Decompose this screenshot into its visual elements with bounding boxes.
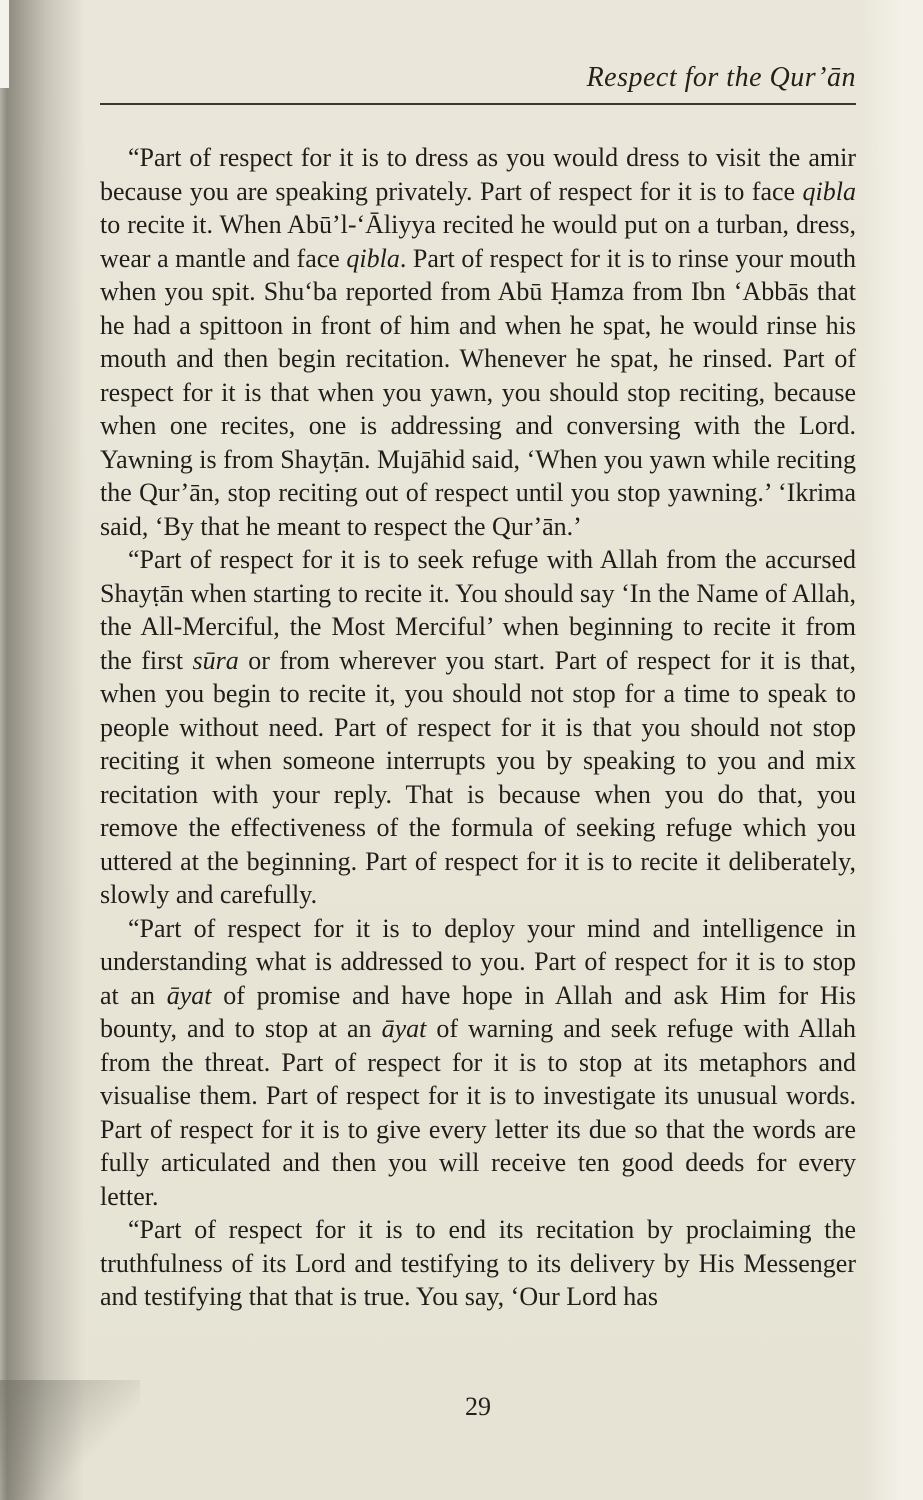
italic-term: qibla bbox=[802, 176, 856, 206]
running-header bbox=[100, 0, 856, 105]
paragraph bbox=[100, 1213, 856, 1314]
page-edge-highlight bbox=[863, 0, 923, 1500]
paragraph bbox=[100, 141, 856, 543]
text-run: “Part of respect for it is to deploy your mind and intelligence in understanding what is addressed to you. Part of respect for it is to stop at an bbox=[100, 913, 856, 1010]
paragraph bbox=[100, 543, 856, 912]
italic-term: āyat bbox=[166, 980, 212, 1010]
paragraph bbox=[100, 912, 856, 1214]
page-corner-highlight bbox=[0, 0, 9, 88]
text-run: “Part of respect for it is to seek refuge with Allah from the accursed Shayṭān when starting to recite it. You should say ‘In the Name of Allah, the All-Merciful, the Most Merciful’ when beginning to recite it from the first bbox=[100, 545, 856, 675]
text-run: “Part of respect for it is to dress as you would dress to visit the amir because you are speaking privately. Part of respect for it is to face bbox=[100, 143, 856, 206]
text-run: or from wherever you start. Part of respect for it is that, when you begin to recite it, you should not stop for a time to speak to people without need. Part of respect for it is that you should not stop reciting it when someone interrupts you by speaking to you and mix recitation with your reply. That is because when you do that, you remove the effectiveness of the formula of seeking refuge which you uttered at the beginning. Part of respect for it is to recite it deliberately, slowly and carefully. bbox=[100, 645, 856, 909]
italic-term: qibla bbox=[346, 243, 400, 273]
text-run: “Part of respect for it is to end its recitation by proclaiming the truthfulness of its Lord and testifying to its delivery by His Messenger and testifying that that is true. You say, ‘Our Lord has bbox=[100, 1215, 856, 1311]
text-run: . Part of respect for it is to rinse your mouth when you spit. Shu‘ba reported from Abū Ḥamza from Ibn ‘Abbās that he had a spittoon in front of him and when he spat, he would rinse his mouth and then begin recitation. Whenever he spat, he rinsed. Part of respect for it is that when you yawn, you should stop reciting, because when one recites, one is addressing and conversing with the Lord. Yawning is from Shayṭān. Mujāhid said, ‘When you yawn while reciting the Qur’ān, stop reciting out of respect until you stop yawning.’ ‘Ikrima said, ‘By that he meant to respect the Qur’ān.’ bbox=[100, 243, 856, 541]
binding-shadow bbox=[0, 0, 85, 1500]
page-content bbox=[100, 0, 856, 1314]
chapter-title: Respect for the Qur’ān bbox=[586, 62, 856, 93]
header-rule bbox=[100, 103, 856, 105]
text-run: to recite it. When Abū’l-‘Āliyya recited he would put on a turban, dress, wear a mantle and face bbox=[100, 210, 856, 273]
page-number: 29 bbox=[465, 1392, 491, 1421]
body-text bbox=[100, 141, 856, 1314]
italic-term: sūra bbox=[192, 645, 239, 675]
italic-term: āyat bbox=[381, 1014, 427, 1043]
text-run: of warning and seek refuge with Allah from the threat. Part of respect for it is to stop at its metaphors and visualise them. Part of respect for it is to investigate its unusual words. Part of respect for it is to give every letter its due so that the words are fully articulated and then you will receive ten good deeds for every letter. bbox=[100, 1014, 856, 1211]
text-run: of promise and have hope in Allah and ask Him for His bounty, and to stop at an bbox=[100, 980, 856, 1043]
